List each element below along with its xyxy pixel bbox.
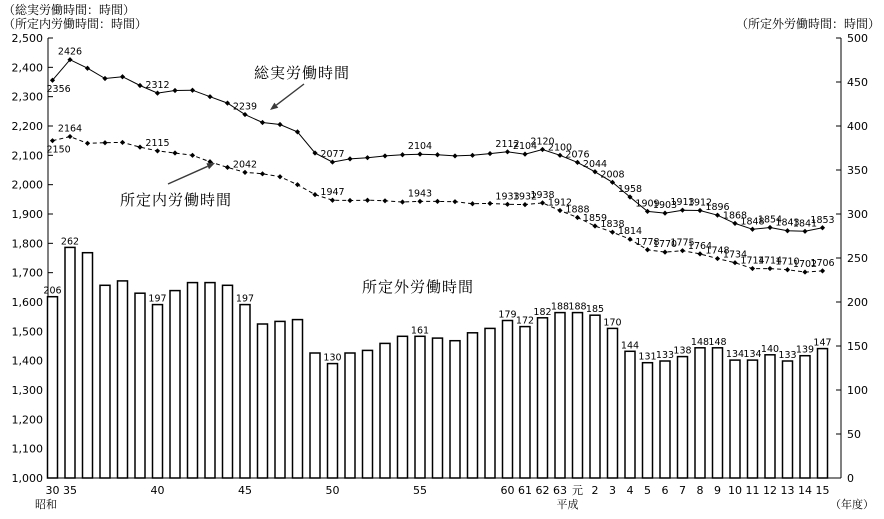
left-axis-title-scheduled: （所定内労働時間：時間） bbox=[3, 17, 148, 31]
svg-text:130: 130 bbox=[323, 352, 342, 364]
svg-text:1932: 1932 bbox=[512, 191, 538, 203]
svg-text:188: 188 bbox=[568, 301, 587, 313]
svg-text:12: 12 bbox=[763, 484, 777, 497]
svg-text:2042: 2042 bbox=[232, 159, 258, 171]
svg-text:147: 147 bbox=[813, 337, 832, 349]
svg-text:2426: 2426 bbox=[57, 46, 83, 58]
svg-text:2115: 2115 bbox=[145, 137, 170, 149]
svg-text:1,800: 1,800 bbox=[11, 237, 43, 251]
svg-text:2164: 2164 bbox=[57, 123, 83, 135]
svg-text:1,400: 1,400 bbox=[11, 354, 43, 368]
svg-text:1734: 1734 bbox=[722, 249, 748, 261]
svg-text:450: 450 bbox=[847, 76, 868, 89]
svg-text:2,400: 2,400 bbox=[11, 61, 43, 75]
svg-text:40: 40 bbox=[150, 484, 165, 497]
svg-text:206: 206 bbox=[43, 285, 62, 297]
svg-text:45: 45 bbox=[238, 484, 252, 497]
svg-text:1,900: 1,900 bbox=[11, 208, 43, 221]
svg-text:1933: 1933 bbox=[495, 191, 520, 203]
svg-text:8: 8 bbox=[696, 484, 704, 497]
svg-text:197: 197 bbox=[235, 293, 255, 305]
svg-text:61: 61 bbox=[518, 484, 532, 497]
svg-text:1770: 1770 bbox=[652, 239, 678, 251]
overtime-bar-annotation: 所定外労働時間 bbox=[362, 278, 475, 296]
svg-text:1,500: 1,500 bbox=[11, 325, 43, 339]
right-axis-title-overtime: （所定外労働時間：時間） bbox=[735, 17, 880, 31]
svg-text:1909: 1909 bbox=[635, 198, 660, 210]
svg-text:170: 170 bbox=[603, 317, 622, 329]
svg-text:2,200: 2,200 bbox=[11, 120, 43, 133]
svg-text:50: 50 bbox=[847, 428, 861, 441]
svg-text:1912: 1912 bbox=[547, 197, 573, 209]
svg-text:172: 172 bbox=[515, 315, 535, 327]
svg-text:2: 2 bbox=[591, 484, 599, 497]
svg-text:2112: 2112 bbox=[495, 138, 520, 150]
svg-text:179: 179 bbox=[498, 309, 517, 321]
svg-text:133: 133 bbox=[655, 350, 675, 361]
svg-text:7: 7 bbox=[679, 484, 686, 497]
svg-text:188: 188 bbox=[550, 301, 570, 313]
svg-text:11: 11 bbox=[745, 484, 760, 497]
svg-text:134: 134 bbox=[743, 349, 762, 361]
svg-text:63: 63 bbox=[553, 484, 567, 497]
svg-text:（年度）: （年度） bbox=[830, 498, 874, 511]
svg-text:平成: 平成 bbox=[556, 498, 579, 511]
svg-text:14: 14 bbox=[798, 484, 812, 497]
svg-text:6: 6 bbox=[661, 484, 669, 497]
svg-text:2150: 2150 bbox=[46, 144, 71, 156]
svg-text:131: 131 bbox=[638, 351, 657, 363]
svg-text:1947: 1947 bbox=[320, 187, 345, 199]
svg-text:1714: 1714 bbox=[757, 255, 783, 267]
svg-text:148: 148 bbox=[690, 336, 710, 348]
svg-text:5: 5 bbox=[644, 484, 651, 497]
svg-text:60: 60 bbox=[500, 484, 515, 497]
svg-text:1764: 1764 bbox=[687, 240, 713, 252]
svg-text:144: 144 bbox=[620, 340, 640, 352]
svg-text:1702: 1702 bbox=[792, 259, 818, 271]
svg-text:2104: 2104 bbox=[512, 141, 538, 153]
svg-text:1710: 1710 bbox=[775, 256, 800, 268]
svg-text:1838: 1838 bbox=[600, 219, 625, 231]
svg-text:100: 100 bbox=[847, 384, 868, 397]
svg-text:50: 50 bbox=[325, 484, 340, 497]
svg-text:1868: 1868 bbox=[722, 210, 748, 222]
svg-text:148: 148 bbox=[708, 336, 727, 348]
svg-text:30: 30 bbox=[45, 484, 60, 497]
svg-text:185: 185 bbox=[585, 304, 605, 316]
svg-text:2120: 2120 bbox=[530, 136, 555, 148]
svg-text:1848: 1848 bbox=[740, 216, 765, 228]
svg-text:1,100: 1,100 bbox=[11, 442, 43, 456]
svg-text:2,500: 2,500 bbox=[11, 32, 43, 45]
svg-text:0: 0 bbox=[847, 472, 854, 485]
svg-text:139: 139 bbox=[795, 344, 815, 356]
svg-text:2008: 2008 bbox=[600, 169, 625, 181]
svg-text:133: 133 bbox=[778, 350, 797, 361]
scheduled-line-annotation: 所定内労働時間 bbox=[120, 191, 233, 209]
svg-text:2044: 2044 bbox=[582, 158, 608, 170]
svg-text:1,200: 1,200 bbox=[11, 413, 43, 427]
svg-text:1912: 1912 bbox=[687, 197, 713, 209]
svg-text:1,700: 1,700 bbox=[11, 266, 43, 280]
svg-text:1943: 1943 bbox=[407, 188, 433, 200]
svg-text:3: 3 bbox=[609, 484, 616, 497]
svg-text:13: 13 bbox=[780, 484, 795, 497]
svg-text:1,000: 1,000 bbox=[11, 472, 43, 485]
svg-text:161: 161 bbox=[410, 325, 430, 337]
svg-text:1853: 1853 bbox=[810, 214, 835, 226]
svg-text:62: 62 bbox=[535, 484, 550, 497]
svg-text:140: 140 bbox=[760, 343, 780, 355]
svg-text:昭和: 昭和 bbox=[35, 498, 57, 511]
svg-text:1913: 1913 bbox=[670, 197, 695, 209]
svg-text:400: 400 bbox=[847, 120, 868, 133]
svg-text:2100: 2100 bbox=[547, 142, 573, 154]
svg-text:182: 182 bbox=[533, 306, 552, 318]
svg-text:1896: 1896 bbox=[705, 202, 730, 214]
svg-text:1958: 1958 bbox=[617, 184, 643, 195]
svg-text:138: 138 bbox=[673, 345, 692, 357]
svg-text:1841: 1841 bbox=[792, 218, 818, 230]
svg-text:2239: 2239 bbox=[232, 101, 258, 113]
svg-text:15: 15 bbox=[815, 484, 830, 497]
svg-text:1843: 1843 bbox=[775, 217, 800, 229]
svg-text:2077: 2077 bbox=[320, 149, 345, 161]
svg-text:1814: 1814 bbox=[617, 226, 643, 238]
svg-text:55: 55 bbox=[413, 484, 427, 497]
svg-text:1,600: 1,600 bbox=[11, 296, 43, 309]
svg-text:35: 35 bbox=[63, 484, 77, 497]
svg-text:1854: 1854 bbox=[757, 214, 783, 226]
svg-text:197: 197 bbox=[148, 293, 167, 305]
svg-text:262: 262 bbox=[60, 236, 80, 248]
svg-text:9: 9 bbox=[714, 484, 721, 497]
svg-text:300: 300 bbox=[847, 208, 868, 221]
svg-text:134: 134 bbox=[725, 349, 745, 361]
svg-text:1706: 1706 bbox=[810, 257, 835, 269]
svg-text:2,100: 2,100 bbox=[11, 149, 43, 163]
svg-text:1,300: 1,300 bbox=[11, 384, 43, 397]
svg-text:350: 350 bbox=[847, 164, 868, 177]
svg-text:1938: 1938 bbox=[530, 189, 555, 201]
svg-text:10: 10 bbox=[728, 484, 742, 497]
svg-text:1903: 1903 bbox=[652, 200, 678, 212]
svg-text:2,300: 2,300 bbox=[11, 90, 43, 104]
svg-text:1778: 1778 bbox=[635, 236, 660, 248]
svg-text:1775: 1775 bbox=[670, 237, 695, 249]
svg-text:1748: 1748 bbox=[705, 245, 730, 257]
svg-text:元: 元 bbox=[572, 484, 583, 497]
svg-text:1859: 1859 bbox=[582, 213, 608, 224]
svg-text:2104: 2104 bbox=[407, 141, 433, 153]
total-line-annotation: 総実労働時間 bbox=[254, 64, 351, 82]
svg-text:250: 250 bbox=[847, 252, 868, 265]
left-axis-title-total: （総実労働時間：時間） bbox=[3, 3, 136, 17]
svg-text:2,000: 2,000 bbox=[11, 178, 43, 192]
svg-text:2076: 2076 bbox=[565, 149, 590, 161]
svg-text:200: 200 bbox=[847, 296, 868, 309]
svg-text:1714: 1714 bbox=[740, 255, 765, 267]
svg-text:2312: 2312 bbox=[145, 80, 170, 92]
svg-text:500: 500 bbox=[847, 32, 868, 45]
svg-text:2356: 2356 bbox=[46, 84, 71, 96]
svg-text:4: 4 bbox=[626, 484, 634, 497]
svg-text:1888: 1888 bbox=[565, 204, 590, 216]
svg-text:150: 150 bbox=[847, 340, 868, 353]
